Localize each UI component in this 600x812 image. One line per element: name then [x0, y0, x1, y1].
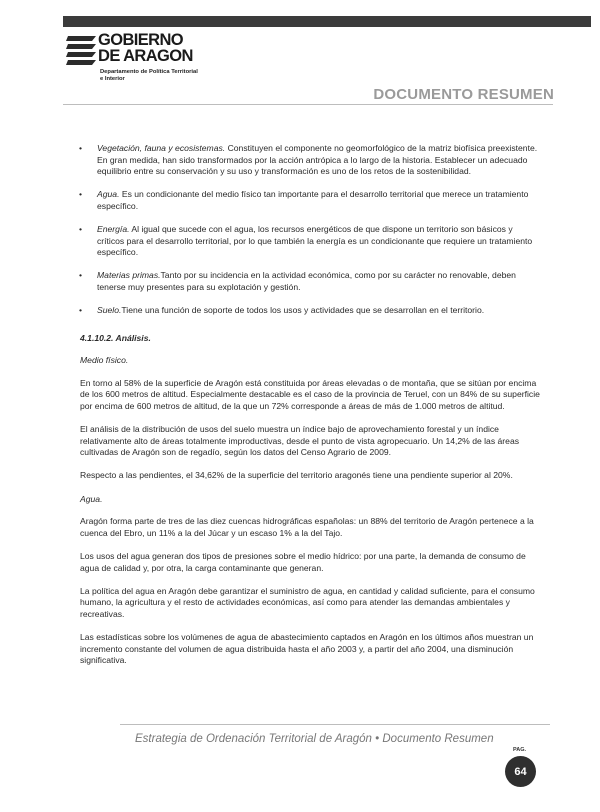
gobierno-aragon-logo: [66, 32, 226, 100]
bullet-text: Es un condicionante del medio físico tan importante para el desarrollo territorial que merece un tratamiento específico.: [97, 189, 529, 211]
bullet-icon: •: [79, 189, 83, 200]
bullet-icon: •: [79, 270, 83, 281]
bullet-text: Constituyen el componente no geomorfológico de la matriz biofísica preexistente. En gran medida, han sido transformados por la acción antrópica a lo largo de la historia. Establecer un adecuado equilibrio entre su conservación y su uso y transformación es uno de los retos de la sostenibilidad.: [97, 143, 538, 177]
paragraph: La política del agua en Aragón debe garantizar el suministro de agua, en cantidad y calidad suficiente, para el consumo humano, la agricultura y el resto de actividades económicas, así como para atender las demandas ambientales y recreativas.: [80, 585, 535, 619]
bullet-icon: •: [79, 304, 83, 315]
paragraph: El análisis de la distribución de usos del suelo muestra un índice bajo de aprovechamiento forestal y un índice relativamente alto de áreas totalmente improductivas, desde el punto de vista agropecuario. Un 14,2% de las áreas cultivadas de Aragón son de regadío, según los datos del Censo Agrario de 2009.: [80, 424, 520, 458]
bullet-term: Vegetación, fauna y ecosistemas.: [97, 143, 226, 153]
paragraph: Aragón forma parte de tres de las diez cuencas hidrográficas españolas: un 88% del territorio de Aragón pertenece a la cuenca del Ebro, un 11% a la del Júcar y un escaso 1% a la del Tajo.: [80, 516, 534, 538]
bullet-term: Agua.: [97, 189, 120, 200]
bullet-text: Tiene una función de soporte de todos los usos y actividades que se desarrollan en el territorio.: [121, 304, 485, 315]
aragon-stripes-icon: [66, 34, 98, 68]
footer-text: Estrategia de Ordenación Territorial de Aragón • Documento Resumen: [135, 733, 494, 745]
bullet-list: [80, 143, 540, 317]
document-title: DOCUMENTO RESUMEN: [373, 86, 554, 103]
bullet-item: [80, 143, 540, 178]
medio-fisico-subheading: Medio físico.: [80, 355, 129, 366]
page-number-badge: 64: [505, 756, 536, 787]
bullet-item: [80, 189, 540, 212]
bullet-item: [80, 224, 540, 259]
bullet-term: Suelo.: [97, 304, 122, 315]
bullet-term: Energía.: [97, 223, 130, 234]
page-label: PAG.: [513, 747, 527, 753]
bullet-text: Tanto por su incidencia en la actividad económica, como por su carácter no renovable, deben tenerse muy presentes para su explotación y gestión.: [97, 270, 516, 292]
footer-divider: [120, 724, 550, 725]
logo-title-line1: GOBIERNO: [98, 31, 184, 49]
department-line1: Departamento de Política Territorial: [100, 69, 198, 75]
paragraph: Los usos del agua generan dos tipos de presiones sobre el medio hídrico: por una parte, la demanda de consumo de agua de calidad y, por otra, la carga contaminante que generan.: [80, 551, 526, 573]
header-bar: [63, 16, 591, 27]
bullet-icon: •: [79, 143, 83, 153]
logo-title-line2: DE ARAGON: [98, 47, 193, 65]
paragraph: En torno al 58% de la superficie de Aragón está constituida por áreas elevadas o de montaña, que se sitúan por encima de los 600 metros de altitud. Especialmente destacable es el caso de la provincia de Teruel, con un 84% de su superficie por encima de 600 metros de altitud, de la que un 72% corresponde a áreas de más de 1.000 metros de altitud.: [80, 377, 540, 411]
bullet-icon: •: [79, 223, 83, 234]
paragraph: Las estadísticas sobre los volúmenes de agua de abastecimiento captados en Aragón en los últimos años muestran un incremento constante del volumen de agua distribuida hasta el año 2003 y, a partir del año 2004, una disminución significativa.: [80, 632, 534, 666]
section-heading: 4.1.10.2. Análisis.: [80, 332, 151, 343]
bullet-text: Al igual que sucede con el agua, los recursos energéticos de que dispone un territorio son básicos y críticos para el desarrollo territorial, por lo que también la energía es un condicionante que requiere un tratamiento específico.: [97, 223, 533, 258]
agua-subheading: Agua.: [80, 493, 103, 504]
bullet-term: Materias primas.: [97, 270, 161, 281]
bullet-item: [80, 305, 540, 317]
page-content: [80, 143, 540, 679]
header-divider: [63, 104, 553, 105]
department-line2: e Interior: [100, 76, 125, 82]
paragraph: Respecto a las pendientes, el 34,62% de la superficie del territorio aragonés tiene una pendiente superior al 20%.: [80, 470, 513, 481]
bullet-item: [80, 270, 540, 293]
